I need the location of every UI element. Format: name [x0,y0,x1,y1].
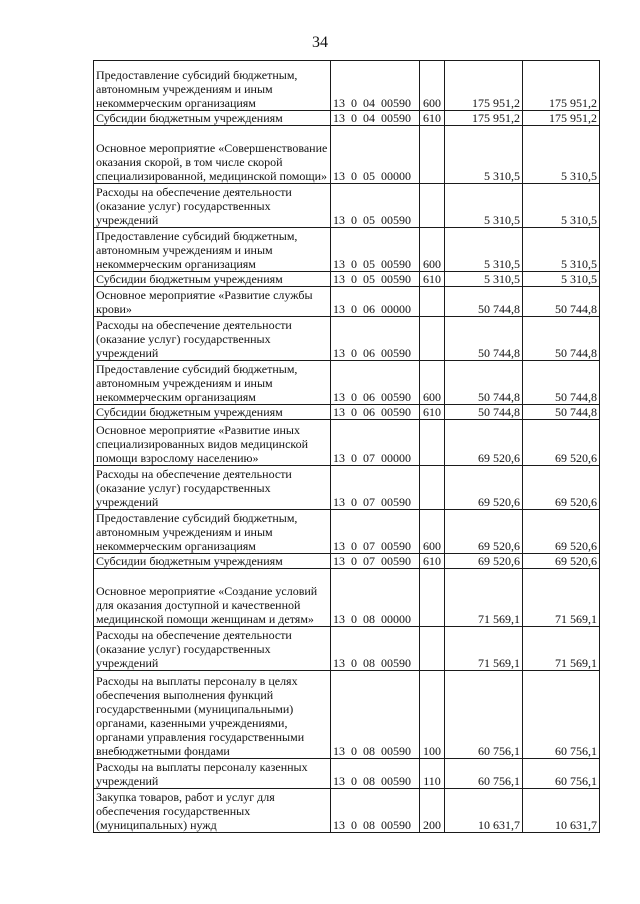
row-value-cell: 175 951,2 [523,61,600,111]
row-name-cell: Основное мероприятие «Создание условий для оказания доступной и качественной медицинской помощи женщинам и детям» [94,569,331,627]
row-vr-cell [420,420,445,466]
row-code-cell: 13 0 08 00590 [331,627,420,671]
row-name-cell: Предоставление субсидий бюджетным, автономным учреждениям и иным некоммерческим организациям [94,361,331,405]
budget-table-body [94,61,600,833]
row-name-cell: Расходы на обеспечение деятельности (оказание услуг) государственных учреждений [94,627,331,671]
row-vr-cell [420,317,445,361]
row-value-cell: 5 310,5 [523,126,600,184]
row-name-cell: Субсидии бюджетным учреждениям [94,111,331,126]
row-name-cell: Субсидии бюджетным учреждениям [94,405,331,420]
row-name-cell: Расходы на обеспечение деятельности (оказание услуг) государственных учреждений [94,317,331,361]
row-value-cell: 5 310,5 [445,228,523,272]
row-value-cell: 69 520,6 [523,466,600,510]
row-vr-cell: 610 [420,554,445,569]
row-code-cell: 13 0 05 00590 [331,184,420,228]
table-row [94,228,600,272]
row-name-cell: Расходы на выплаты персоналу в целях обеспечения выполнения функций государственными (муниципальными) органами, казенными учреждениями, органами управления государственными внебюджетными фондами [94,671,331,759]
row-value-cell: 60 756,1 [445,671,523,759]
row-name-cell: Основное мероприятие «Развитие иных специализированных видов медицинской помощи взрослому населению» [94,420,331,466]
row-value-cell: 69 520,6 [523,510,600,554]
row-name-cell: Предоставление субсидий бюджетным, автономным учреждениям и иным некоммерческим организациям [94,228,331,272]
table-row [94,627,600,671]
row-vr-cell [420,627,445,671]
row-vr-cell: 600 [420,361,445,405]
row-value-cell: 5 310,5 [445,184,523,228]
row-code-cell: 13 0 07 00000 [331,420,420,466]
row-code-cell: 13 0 07 00590 [331,510,420,554]
row-value-cell: 5 310,5 [523,272,600,287]
row-value-cell: 175 951,2 [445,61,523,111]
row-name-cell: Расходы на выплаты персоналу казенных учреждений [94,759,331,789]
table-row [94,272,600,287]
row-code-cell: 13 0 06 00590 [331,317,420,361]
row-name-cell: Расходы на обеспечение деятельности (оказание услуг) государственных учреждений [94,184,331,228]
row-vr-cell: 110 [420,759,445,789]
table-row [94,759,600,789]
row-value-cell: 50 744,8 [445,361,523,405]
row-vr-cell [420,287,445,317]
row-vr-cell: 600 [420,61,445,111]
table-row [94,789,600,833]
table-row [94,287,600,317]
row-code-cell: 13 0 06 00590 [331,405,420,420]
row-value-cell: 71 569,1 [445,569,523,627]
row-value-cell: 69 520,6 [445,466,523,510]
row-name-cell: Субсидии бюджетным учреждениям [94,272,331,287]
row-vr-cell: 600 [420,228,445,272]
row-name-cell: Субсидии бюджетным учреждениям [94,554,331,569]
row-value-cell: 50 744,8 [445,317,523,361]
table-row [94,317,600,361]
row-code-cell: 13 0 07 00590 [331,466,420,510]
row-value-cell: 50 744,8 [445,287,523,317]
row-code-cell: 13 0 08 00590 [331,759,420,789]
row-value-cell: 175 951,2 [445,111,523,126]
row-value-cell: 10 631,7 [523,789,600,833]
row-code-cell: 13 0 05 00590 [331,228,420,272]
row-value-cell: 60 756,1 [523,759,600,789]
table-row [94,466,600,510]
row-vr-cell: 200 [420,789,445,833]
row-value-cell: 5 310,5 [445,126,523,184]
budget-table [93,60,600,833]
row-value-cell: 60 756,1 [445,759,523,789]
row-name-cell: Закупка товаров, работ и услуг для обеспечения государственных (муниципальных) нужд [94,789,331,833]
row-value-cell: 10 631,7 [445,789,523,833]
row-name-cell: Расходы на обеспечение деятельности (оказание услуг) государственных учреждений [94,466,331,510]
row-code-cell: 13 0 05 00000 [331,126,420,184]
row-value-cell: 71 569,1 [523,627,600,671]
row-code-cell: 13 0 08 00590 [331,671,420,759]
table-row [94,61,600,111]
row-vr-cell [420,126,445,184]
table-row [94,405,600,420]
table-row [94,671,600,759]
row-value-cell: 69 520,6 [523,554,600,569]
row-value-cell: 71 569,1 [445,627,523,671]
row-vr-cell: 610 [420,405,445,420]
row-vr-cell [420,466,445,510]
row-value-cell: 71 569,1 [523,569,600,627]
table-row [94,361,600,405]
row-value-cell: 69 520,6 [445,510,523,554]
table-row [94,184,600,228]
row-code-cell: 13 0 04 00590 [331,61,420,111]
row-value-cell: 60 756,1 [523,671,600,759]
row-name-cell: Предоставление субсидий бюджетным, автономным учреждениям и иным некоммерческим организациям [94,510,331,554]
row-code-cell: 13 0 04 00590 [331,111,420,126]
row-code-cell: 13 0 08 00000 [331,569,420,627]
row-vr-cell [420,184,445,228]
row-vr-cell: 610 [420,111,445,126]
row-name-cell: Основное мероприятие «Совершенствование оказания скорой, в том числе скорой специализированной, медицинской помощи» [94,126,331,184]
row-value-cell: 5 310,5 [523,228,600,272]
row-name-cell: Основное мероприятие «Развитие службы крови» [94,287,331,317]
row-code-cell: 13 0 08 00590 [331,789,420,833]
row-value-cell: 69 520,6 [445,554,523,569]
row-value-cell: 50 744,8 [523,405,600,420]
table-row [94,420,600,466]
row-vr-cell: 610 [420,272,445,287]
table-row [94,510,600,554]
row-vr-cell [420,569,445,627]
row-value-cell: 5 310,5 [523,184,600,228]
row-code-cell: 13 0 07 00590 [331,554,420,569]
row-value-cell: 50 744,8 [523,317,600,361]
table-row [94,126,600,184]
table-row [94,554,600,569]
row-code-cell: 13 0 05 00590 [331,272,420,287]
row-code-cell: 13 0 06 00000 [331,287,420,317]
row-value-cell: 69 520,6 [445,420,523,466]
row-value-cell: 5 310,5 [445,272,523,287]
page-number: 34 [312,34,328,51]
table-row [94,111,600,126]
row-code-cell: 13 0 06 00590 [331,361,420,405]
row-value-cell: 50 744,8 [523,287,600,317]
row-value-cell: 69 520,6 [523,420,600,466]
row-value-cell: 50 744,8 [523,361,600,405]
row-value-cell: 175 951,2 [523,111,600,126]
row-value-cell: 50 744,8 [445,405,523,420]
row-name-cell: Предоставление субсидий бюджетным, автономным учреждениям и иным некоммерческим организациям [94,61,331,111]
row-vr-cell: 600 [420,510,445,554]
table-row [94,569,600,627]
row-vr-cell: 100 [420,671,445,759]
